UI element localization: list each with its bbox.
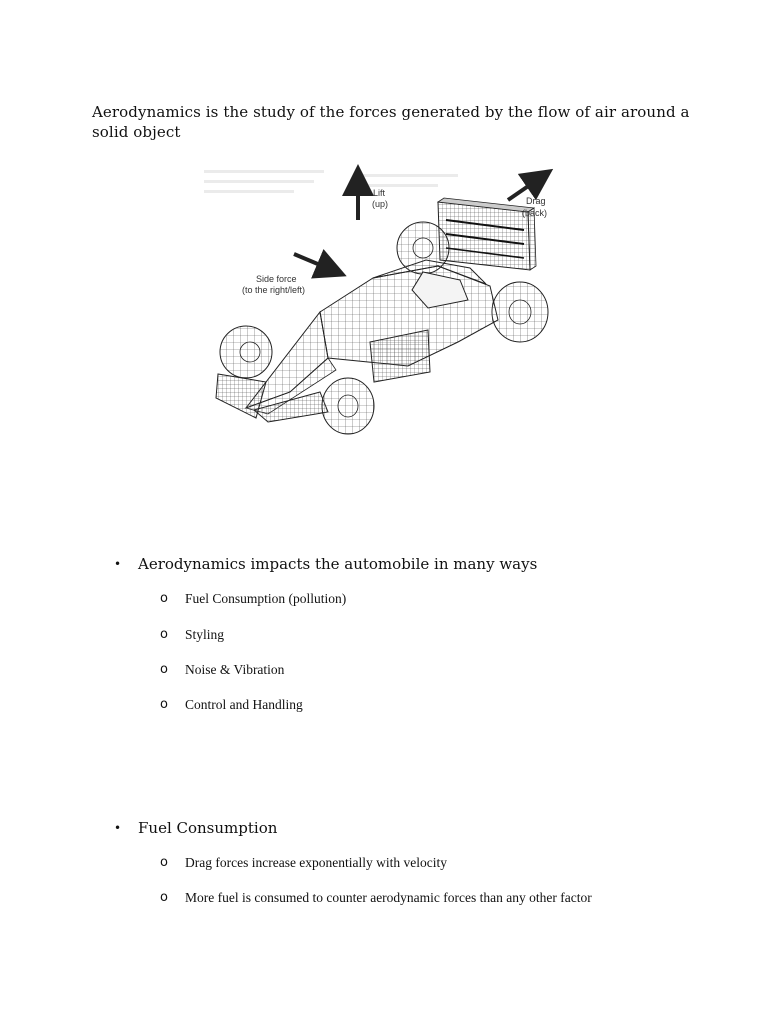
bullet-circle: o	[160, 591, 168, 606]
list-item	[160, 889, 592, 907]
race-car-wireframe-figure	[198, 160, 560, 452]
lift-label-line2: (up)	[372, 199, 389, 209]
bullet-circle: o	[160, 627, 168, 642]
list-item-text: Fuel Consumption (pollution)	[185, 591, 347, 606]
drag-label-line1: Drag	[526, 196, 546, 206]
intro-paragraph: Aerodynamics is the study of the forces generated by the flow of air around a solid object	[92, 103, 690, 141]
lift-label-line1: Lift	[373, 188, 386, 198]
section-heading-fuel	[114, 818, 277, 838]
section-heading-text: Aerodynamics impacts the automobile in many ways	[138, 555, 538, 573]
list-item	[160, 590, 346, 608]
drag-label-line2: (back)	[522, 208, 548, 218]
bullet-dot: •	[114, 821, 122, 835]
bullet-dot: •	[114, 557, 122, 571]
side-force-label-line1: Side force	[256, 274, 297, 284]
list-item-text: Noise & Vibration	[185, 662, 285, 677]
list-item-text: More fuel is consumed to counter aerodynamic forces than any other factor	[185, 890, 592, 905]
bullet-circle: o	[160, 890, 168, 905]
rear-right-wheel	[492, 282, 548, 342]
bullet-circle: o	[160, 697, 168, 712]
list-item	[160, 661, 284, 679]
list-item	[160, 626, 224, 644]
section-heading-text: Fuel Consumption	[138, 819, 278, 837]
list-item-text: Drag forces increase exponentially with velocity	[185, 855, 448, 870]
side-force-label-line2: (to the right/left)	[242, 285, 306, 295]
side-force-arrow	[294, 254, 332, 270]
list-item	[160, 696, 303, 714]
bullet-circle: o	[160, 662, 168, 677]
list-item-text: Control and Handling	[185, 697, 303, 712]
list-item	[160, 854, 447, 872]
bullet-circle: o	[160, 855, 168, 870]
ghost-text	[204, 170, 458, 193]
section-heading-impacts	[114, 554, 537, 574]
front-left-wheel	[220, 326, 272, 378]
list-item-text: Styling	[185, 627, 225, 642]
front-right-wheel	[322, 378, 374, 434]
